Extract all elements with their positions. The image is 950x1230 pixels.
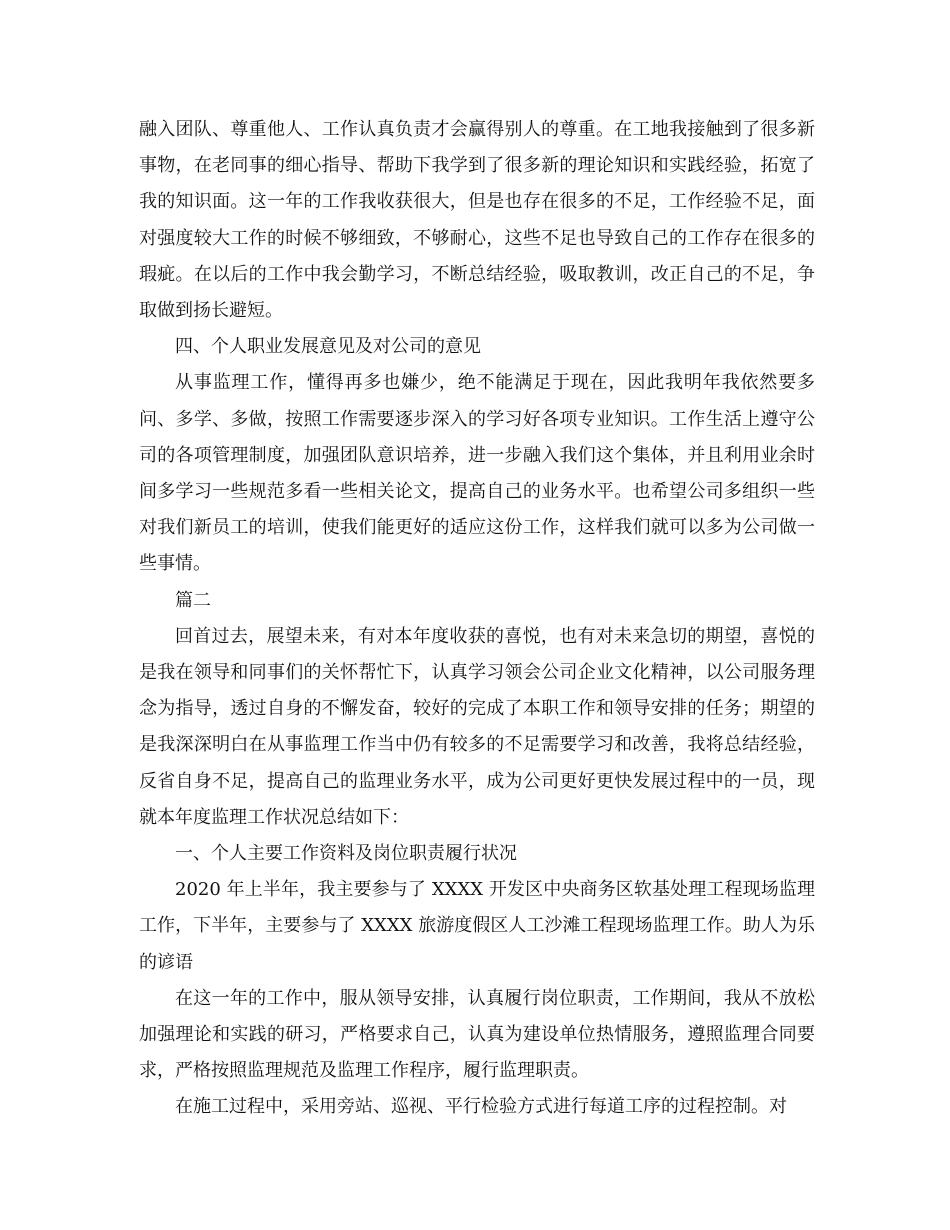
paragraph-continuation: 融入团队、尊重他人、工作认真负责才会赢得别人的尊重。在工地我接触到了很多新事物，在老同事的细心指导、帮助下我学到了很多新的理论知识和实践经验，拓宽了我的知识面。这一年的工作我收获很大，但是也存在很多的不足，工作经验不足，面对强度较大工作的时候不够细致，不够耐心，这些不足也导致自己的工作存在很多的瑕疵。在以后的工作中我会勤学习，不断总结经验，吸取教训，改正自己的不足，争取做到扬长避短。 xyxy=(139,119,815,322)
section-heading-main-work: 一、个人主要工作资料及岗位职责履行状况 xyxy=(175,843,517,865)
paragraph-review-intro: 回首过去，展望未来，有对本年度收获的喜悦，也有对未来急切的期望，喜悦的是我在领导和同事们的关怀帮忙下，认真学习领会公司企业文化精神，以公司服务理念为指导，透过自身的不懈发奋，较好的完成了本职工作和领导安排的任务；期望的是我深深明白在从事监理工作当中仍有较多的不足需要学习和改善，我将总结经验，反省自身不足，提高自己的监理业务水平，成为公司更好更快发展过程中的一员，现就本年度监理工作状况总结如下： xyxy=(139,625,815,828)
paragraph-career-plan: 从事监理工作，懂得再多也嫌少，绝不能满足于现在，因此我明年我依然要多问、多学、多做，按照工作需要逐步深入的学习好各项专业知识。工作生活上遵守公司的各项管理制度，加强团队意识培养，进一步融入我们这个集体，并且利用业余时间多学习一些规范多看一些相关论文，提高自己的业务水平。也希望公司多组织一些对我们新员工的培训，使我们能更好的适应这份工作，这样我们就可以多为公司做一些事情。 xyxy=(139,372,815,575)
section-heading-career-development: 四、个人职业发展意见及对公司的意见 xyxy=(175,336,481,358)
paragraph-process-control: 在施工过程中，采用旁站、巡视、平行检验方式进行每道工序的过程控制。对 xyxy=(175,1096,787,1118)
paragraph-duties: 在这一年的工作中，服从领导安排，认真履行岗位职责，工作期间，我从不放松加强理论和实践的研习，严格要求自己，认真为建设单位热情服务，遵照监理合同要求，严格按照监理规范及监理工作程序，履行监理职责。 xyxy=(139,987,815,1082)
document-body xyxy=(139,112,815,1126)
section-heading-part-two: 篇二 xyxy=(175,589,211,611)
paragraph-projects: 2020 年上半年，我主要参与了 XXXX 开发区中央商务区软基处理工程现场监理工作，下半年，主要参与了 XXXX 旅游度假区人工沙滩工程现场监理工作。助人为乐的谚语 xyxy=(139,879,815,973)
